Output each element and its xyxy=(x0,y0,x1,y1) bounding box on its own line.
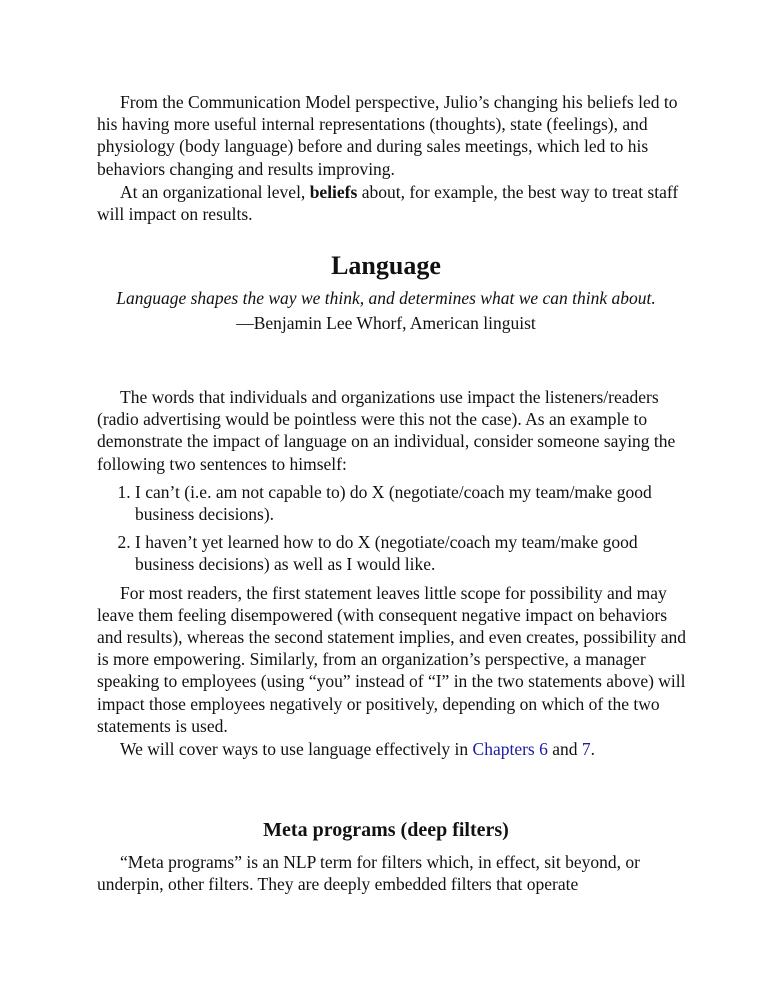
section-heading-meta-programs: Meta programs (deep filters) xyxy=(263,819,509,841)
language-body xyxy=(97,386,687,760)
intro-p2-text-after: about, for example, the best way to treat staff will impact on results. xyxy=(97,181,679,225)
epigraph xyxy=(110,287,662,334)
epigraph-attribution: —Benjamin Lee Whorf, American linguist xyxy=(236,313,536,333)
sentence-list xyxy=(97,481,687,576)
intro-block xyxy=(97,91,687,225)
chapter-6-link[interactable]: Chapters 6 xyxy=(472,739,548,760)
beliefs-bold-term: beliefs xyxy=(309,181,358,202)
meta-body xyxy=(97,851,687,895)
intro-paragraph-1: From the Communication Model perspective, Julio’s changing his beliefs led to his having more useful internal representations (thoughts), state (feelings), and physiology (body language) before and during sales meetings, which led to his behaviors changing and results improving. xyxy=(97,92,678,179)
p3-text-before: We will cover ways to use language effectively in xyxy=(120,739,473,760)
p3-text-after: . xyxy=(590,739,596,760)
intro-p2-text-before: At an organizational level, xyxy=(120,181,310,202)
list-item: 2. I haven’t yet learned how to do X (negotiate/coach my team/make good business decisions) as well as I would like. xyxy=(135,531,687,575)
intro-paragraph-2 xyxy=(97,181,687,225)
language-paragraph-2: For most readers, the first statement leaves little scope for possibility and may leave them feeling disempowered (with consequent negative impact on behaviors and results), whereas the second statement implies, and even creates, possibility and is more empowering. Similarly, from an organization’s perspective, a manager speaking to employees (using “you” instead of “I” in the two statements above) will impact those employees negatively or positively, depending on which of the two statements is used. xyxy=(97,582,686,736)
p3-text-mid: and xyxy=(547,739,582,760)
section-heading-language: Language xyxy=(331,251,441,280)
language-paragraph-1: The words that individuals and organizations use impact the listeners/readers (radio advertising would be pointless were this not the case). As an example to demonstrate the impact of language on an individual, consider someone saying the following two sentences to himself: xyxy=(97,387,676,474)
list-item: 1. I can’t (i.e. am not capable to) do X (negotiate/coach my team/make good business decisions). xyxy=(135,481,687,525)
language-paragraph-3 xyxy=(97,738,687,760)
meta-paragraph-1: “Meta programs” is an NLP term for filters which, in effect, sit beyond, or underpin, other filters. They are deeply embedded filters that operate xyxy=(97,852,640,895)
chapter-7-link[interactable]: 7 xyxy=(581,739,591,760)
epigraph-quote: Language shapes the way we think, and determines what we can think about. xyxy=(116,288,656,308)
